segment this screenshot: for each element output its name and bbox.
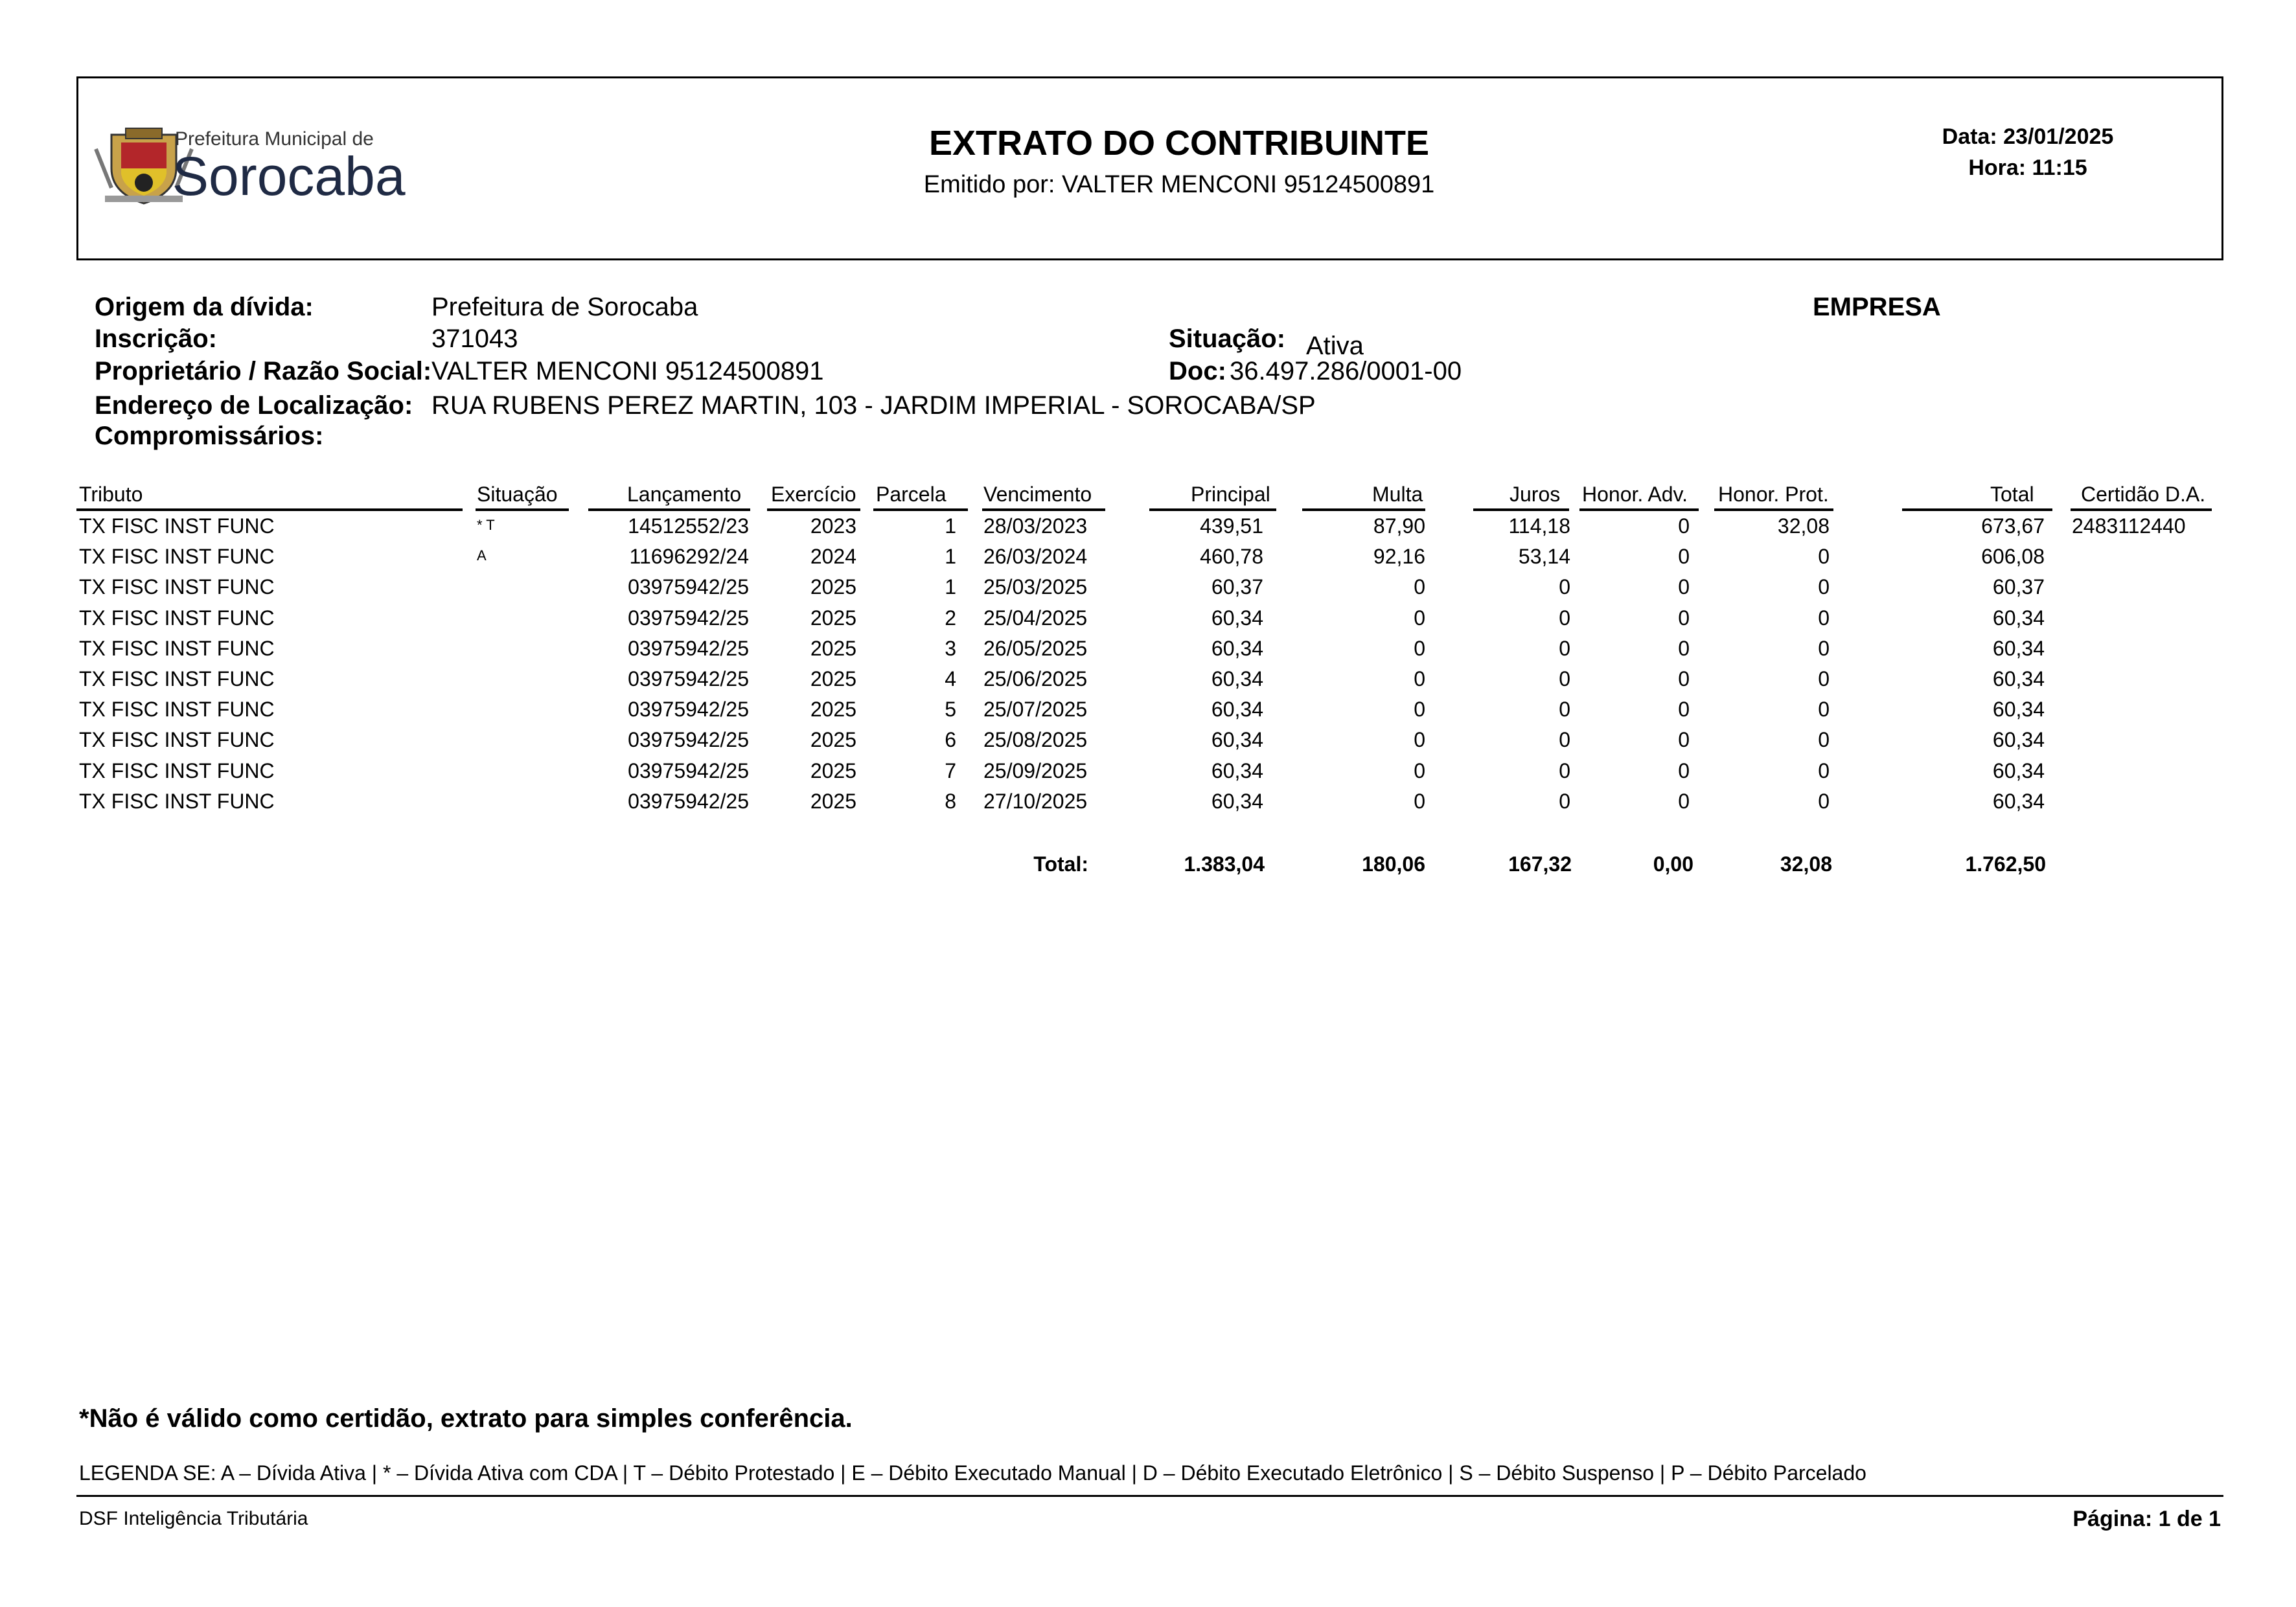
- cell-principal: 60,34: [1211, 728, 1263, 752]
- cell-total: 60,34: [1992, 636, 2045, 660]
- cell-tributo: TX FISC INST FUNC: [79, 636, 275, 660]
- header-underline: [588, 508, 750, 511]
- footer-company: DSF Inteligência Tributária: [79, 1508, 308, 1529]
- cell-juros: 0: [1559, 758, 1570, 782]
- cell-honor-prot: 0: [1818, 698, 1830, 722]
- cell-lancamento: 03975942/25: [628, 606, 749, 630]
- cell-total: 673,67: [1981, 514, 2045, 538]
- footer-divider: [76, 1495, 2223, 1497]
- cell-juros: 0: [1559, 667, 1570, 690]
- cell-principal: 60,37: [1211, 575, 1263, 599]
- cell-honor-prot: 0: [1818, 636, 1830, 660]
- header-underline: [476, 508, 569, 511]
- cell-honor-adv: 0: [1678, 667, 1690, 690]
- cell-honor-prot: 0: [1818, 545, 1830, 569]
- cell-tributo: TX FISC INST FUNC: [79, 514, 275, 538]
- cell-vencimento: 25/06/2025: [983, 667, 1088, 690]
- cell-lancamento: 03975942/25: [628, 789, 749, 813]
- logo-title: Sorocaba: [172, 146, 406, 207]
- cell-juros: 0: [1559, 636, 1570, 660]
- col-header-exercicio: Exercício: [771, 483, 856, 506]
- col-header-vencimento: Vencimento: [983, 483, 1092, 506]
- page-title: EXTRATO DO CONTRIBUINTE: [928, 124, 1429, 163]
- origem-value: Prefeitura de Sorocaba: [431, 293, 698, 321]
- cell-exercicio: 2025: [810, 698, 856, 722]
- cell-principal: 60,34: [1211, 606, 1263, 630]
- cell-principal: 60,34: [1211, 667, 1263, 690]
- cell-situacao: A: [477, 547, 487, 564]
- cell-exercicio: 2025: [810, 636, 856, 660]
- cell-multa: 0: [1414, 698, 1425, 722]
- cell-parcela: 7: [945, 758, 956, 782]
- col-header-total: Total: [1990, 483, 2034, 506]
- sorocaba-logo: [92, 123, 406, 207]
- cell-juros: 114,18: [1508, 514, 1570, 538]
- cell-multa: 0: [1414, 667, 1425, 690]
- proprietario-label: Proprietário / Razão Social:: [95, 357, 432, 385]
- cell-honor-prot: 0: [1818, 758, 1830, 782]
- cell-honor-prot: 0: [1818, 575, 1830, 599]
- cell-parcela: 1: [945, 545, 956, 569]
- inscricao-label: Inscrição:: [95, 325, 217, 353]
- cell-total: 60,34: [1992, 606, 2045, 630]
- cell-honor-prot: 0: [1818, 606, 1830, 630]
- logo-subtitle: Prefeitura Municipal de: [175, 128, 374, 150]
- cell-tributo: TX FISC INST FUNC: [79, 758, 275, 782]
- cell-multa: 0: [1414, 728, 1425, 752]
- cell-total: 60,37: [1992, 575, 2045, 599]
- col-header-honor-prot: Honor. Prot.: [1718, 483, 1829, 506]
- total-honor-prot: 32,08: [1780, 852, 1832, 876]
- cell-juros: 0: [1559, 606, 1570, 630]
- total-principal: 1.383,04: [1184, 852, 1265, 876]
- cell-certidao: 2483112440: [2072, 514, 2186, 538]
- cell-multa: 87,90: [1373, 514, 1425, 538]
- endereco-value: RUA RUBENS PEREZ MARTIN, 103 - JARDIM IMPERIAL - SOROCABA/SP: [431, 391, 1316, 420]
- header-underline: [76, 508, 463, 511]
- cell-juros: 0: [1559, 728, 1570, 752]
- cell-total: 60,34: [1992, 758, 2045, 782]
- cell-honor-adv: 0: [1678, 545, 1690, 569]
- cell-multa: 0: [1414, 636, 1425, 660]
- cell-vencimento: 26/03/2024: [983, 545, 1088, 569]
- cell-multa: 0: [1414, 606, 1425, 630]
- cell-honor-adv: 0: [1678, 636, 1690, 660]
- cell-vencimento: 25/09/2025: [983, 758, 1088, 782]
- cell-exercicio: 2024: [810, 545, 856, 569]
- cell-parcela: 2: [945, 606, 956, 630]
- cell-tributo: TX FISC INST FUNC: [79, 545, 275, 569]
- total-multa: 180,06: [1362, 852, 1425, 876]
- endereco-label: Endereço de Localização:: [95, 391, 413, 420]
- cell-tributo: TX FISC INST FUNC: [79, 575, 275, 599]
- cell-honor-adv: 0: [1678, 789, 1690, 813]
- inscricao-value: 371043: [431, 325, 518, 353]
- cell-honor-prot: 0: [1818, 789, 1830, 813]
- header-underline: [767, 508, 860, 511]
- cell-juros: 0: [1559, 575, 1570, 599]
- cell-exercicio: 2025: [810, 667, 856, 690]
- cell-vencimento: 25/04/2025: [983, 606, 1088, 630]
- cell-total: 60,34: [1992, 789, 2045, 813]
- header-underline: [1714, 508, 1833, 511]
- col-header-multa: Multa: [1372, 483, 1423, 506]
- col-header-tributo: Tributo: [79, 483, 143, 506]
- cell-situacao: * T: [477, 517, 495, 533]
- cell-honor-prot: 32,08: [1777, 514, 1830, 538]
- cell-principal: 60,34: [1211, 758, 1263, 782]
- total-juros: 167,32: [1508, 852, 1572, 876]
- cell-vencimento: 25/08/2025: [983, 728, 1088, 752]
- issue-date: Data: 23/01/2025: [1942, 124, 2114, 149]
- grand-total: 1.762,50: [1965, 852, 2046, 876]
- cell-honor-prot: 0: [1818, 667, 1830, 690]
- doc-label: Doc:: [1169, 357, 1226, 385]
- cell-lancamento: 03975942/25: [628, 728, 749, 752]
- cell-exercicio: 2025: [810, 606, 856, 630]
- cell-juros: 0: [1559, 789, 1570, 813]
- cell-tributo: TX FISC INST FUNC: [79, 606, 275, 630]
- cell-principal: 60,34: [1211, 789, 1263, 813]
- page-number: Página: 1 de 1: [2072, 1507, 2221, 1531]
- cell-lancamento: 03975942/25: [628, 758, 749, 782]
- cell-parcela: 5: [945, 698, 956, 722]
- issue-time: Hora: 11:15: [1968, 155, 2087, 180]
- cell-multa: 0: [1414, 789, 1425, 813]
- cell-total: 60,34: [1992, 698, 2045, 722]
- cell-total: 60,34: [1992, 667, 2045, 690]
- cell-exercicio: 2025: [810, 728, 856, 752]
- header-underline: [1579, 508, 1699, 511]
- cell-honor-adv: 0: [1678, 758, 1690, 782]
- cell-total: 606,08: [1981, 545, 2045, 569]
- cell-tributo: TX FISC INST FUNC: [79, 667, 275, 690]
- header-underline: [2071, 508, 2212, 511]
- col-header-honor-adv: Honor. Adv.: [1582, 483, 1688, 506]
- header-underline: [982, 508, 1105, 511]
- cell-exercicio: 2025: [810, 789, 856, 813]
- empresa-label: EMPRESA: [1813, 293, 1941, 321]
- cell-tributo: TX FISC INST FUNC: [79, 789, 275, 813]
- disclaimer-note: *Não é válido como certidão, extrato para simples conferência.: [79, 1404, 853, 1433]
- cell-exercicio: 2025: [810, 758, 856, 782]
- cell-parcela: 6: [945, 728, 956, 752]
- cell-vencimento: 25/07/2025: [983, 698, 1088, 722]
- cell-parcela: 4: [945, 667, 956, 690]
- cell-multa: 0: [1414, 758, 1425, 782]
- cell-multa: 92,16: [1373, 545, 1425, 569]
- cell-tributo: TX FISC INST FUNC: [79, 698, 275, 722]
- compromissarios-label: Compromissários:: [95, 422, 324, 450]
- cell-exercicio: 2025: [810, 575, 856, 599]
- total-honor-adv: 0,00: [1653, 852, 1693, 876]
- cell-vencimento: 27/10/2025: [983, 789, 1088, 813]
- cell-lancamento: 03975942/25: [628, 698, 749, 722]
- cell-honor-adv: 0: [1678, 575, 1690, 599]
- header-underline: [1149, 508, 1276, 511]
- cell-juros: 53,14: [1518, 545, 1570, 569]
- cell-principal: 60,34: [1211, 636, 1263, 660]
- col-header-situacao: Situação: [477, 483, 558, 506]
- doc-value: 36.497.286/0001-00: [1230, 357, 1462, 385]
- cell-lancamento: 03975942/25: [628, 575, 749, 599]
- col-header-certidao: Certidão D.A.: [2081, 483, 2206, 506]
- origem-label: Origem da dívida:: [95, 293, 314, 321]
- cell-principal: 60,34: [1211, 698, 1263, 722]
- header-underline: [1302, 508, 1425, 511]
- cell-exercicio: 2023: [810, 514, 856, 538]
- cell-honor-prot: 0: [1818, 728, 1830, 752]
- cell-tributo: TX FISC INST FUNC: [79, 728, 275, 752]
- cell-parcela: 3: [945, 636, 956, 660]
- situacao-label: Situação:: [1169, 325, 1286, 353]
- col-header-principal: Principal: [1191, 483, 1270, 506]
- cell-principal: 439,51: [1200, 514, 1263, 538]
- cell-parcela: 1: [945, 575, 956, 599]
- header-underline: [873, 508, 968, 511]
- col-header-parcela: Parcela: [876, 483, 947, 506]
- cell-honor-adv: 0: [1678, 698, 1690, 722]
- proprietario-value: VALTER MENCONI 95124500891: [431, 357, 824, 385]
- cell-lancamento: 11696292/24: [629, 545, 749, 569]
- cell-multa: 0: [1414, 575, 1425, 599]
- situacao-value: Ativa: [1306, 332, 1364, 360]
- cell-lancamento: 14512552/23: [628, 514, 749, 538]
- col-header-lancamento: Lançamento: [627, 483, 742, 506]
- totals-label: Total:: [1033, 852, 1088, 876]
- cell-lancamento: 03975942/25: [628, 667, 749, 690]
- col-header-juros: Juros: [1510, 483, 1561, 506]
- cell-vencimento: 25/03/2025: [983, 575, 1088, 599]
- cell-honor-adv: 0: [1678, 728, 1690, 752]
- cell-parcela: 1: [945, 514, 956, 538]
- cell-vencimento: 26/05/2025: [983, 636, 1088, 660]
- cell-lancamento: 03975942/25: [628, 636, 749, 660]
- cell-principal: 460,78: [1200, 545, 1263, 569]
- cell-total: 60,34: [1992, 728, 2045, 752]
- cell-honor-adv: 0: [1678, 606, 1690, 630]
- header-underline: [1473, 508, 1569, 511]
- legend: LEGENDA SE: A – Dívida Ativa | * – Dívida Ativa com CDA | T – Débito Protestado | E – Débito Executado Manual | D – Débito Executado Eletrônico | S – Débito Suspenso | P – Débito Parcelado: [79, 1461, 1866, 1485]
- cell-parcela: 8: [945, 789, 956, 813]
- emitted-by: Emitido por: VALTER MENCONI 95124500891: [923, 171, 1435, 198]
- cell-honor-adv: 0: [1678, 514, 1690, 538]
- header-underline: [1902, 508, 2052, 511]
- cell-vencimento: 28/03/2023: [983, 514, 1088, 538]
- cell-juros: 0: [1559, 698, 1570, 722]
